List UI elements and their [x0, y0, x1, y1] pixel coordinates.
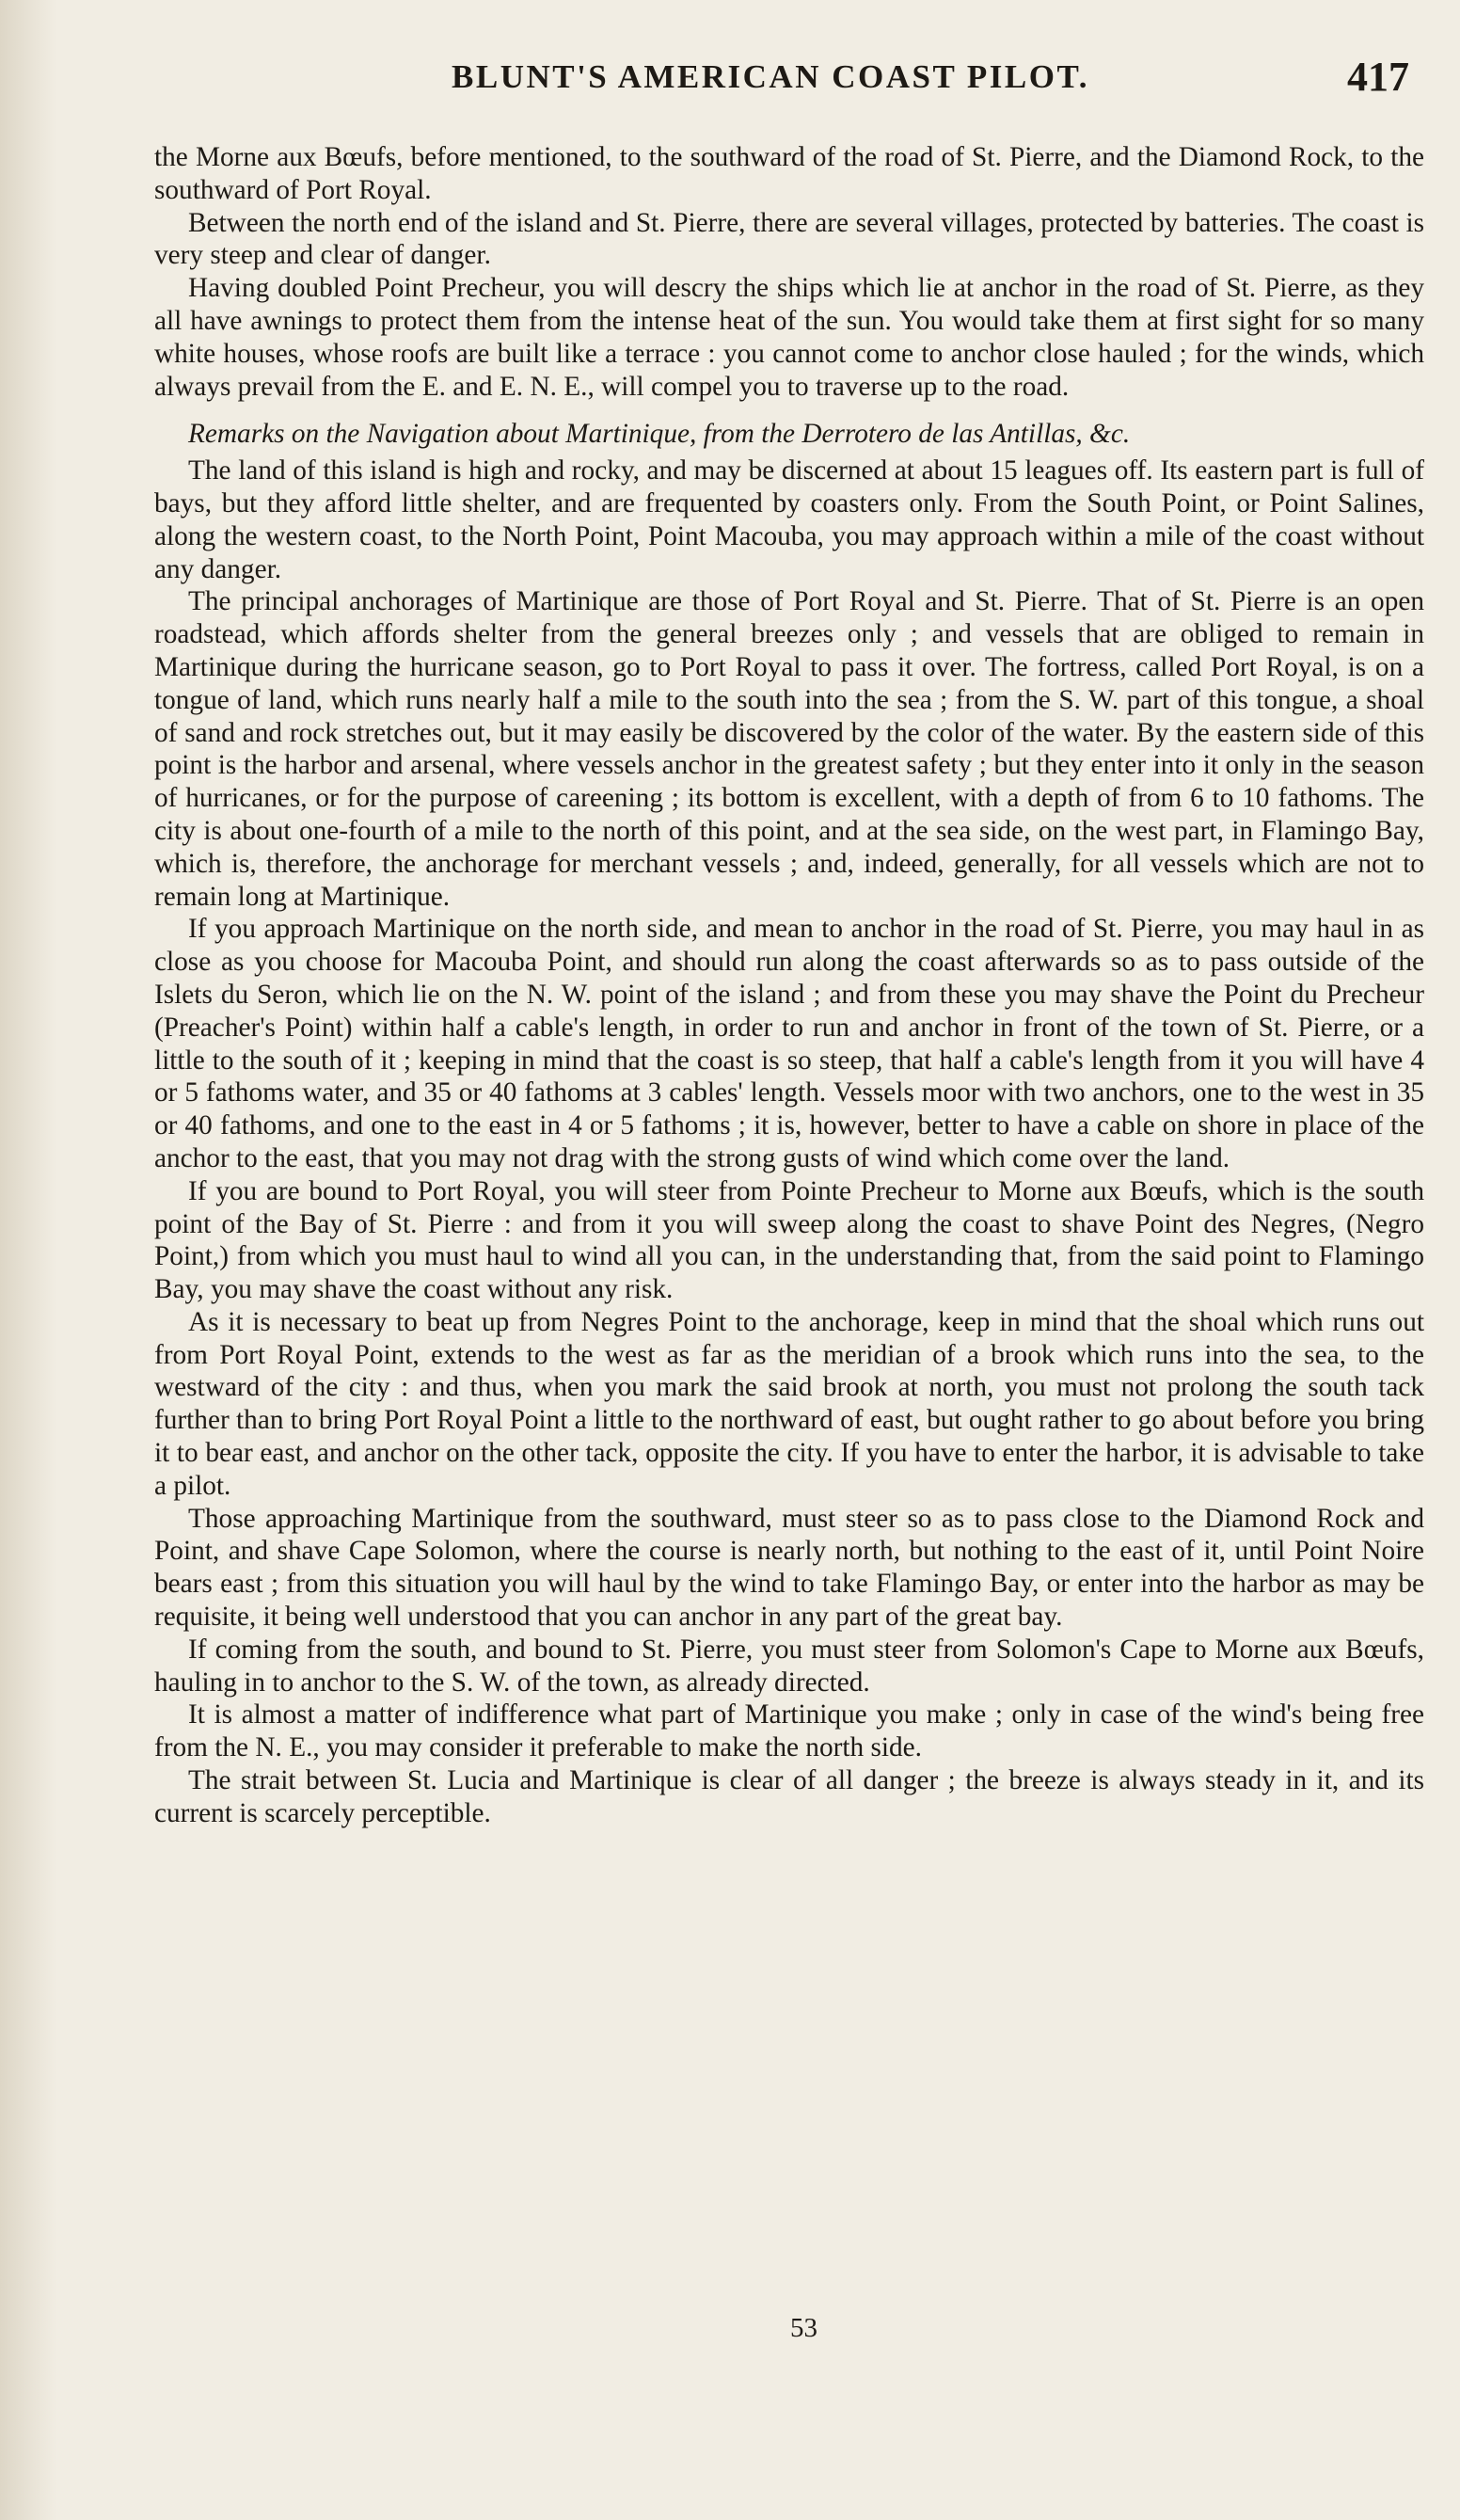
paragraph: Having doubled Point Precheur, you will descry the ships which lie at anchor in the road of St. Pierre, as they all have awnings to protect them from the intense heat of the sun. You would take them at first sight for so many white houses, whose roofs are built like a terrace : you cannot come to anchor close hauled ; for the winds, which always prevail from the E. and E. N. E., will compel you to traverse up to the road. — [154, 273, 1424, 402]
paragraph: the Morne aux Bœufs, before mentioned, to the southward of the road of St. Pierre, and the Diamond Rock, to the southward of Port Royal. — [154, 142, 1424, 205]
paragraph: If you are bound to Port Royal, you will steer from Pointe Precheur to Morne aux Bœufs, which is the south point of the Bay of St. Pierre : and from it you will sweep along the coast to shave Point des Negres, (Negro Point,) from which you must haul to wind all you can, in the understanding that, from the said point to Flamingo Bay, you may shave the coast without any risk. — [154, 1175, 1424, 1305]
paragraph: If coming from the south, and bound to St. Pierre, you must steer from Solomon's Cape to Morne aux Bœufs, hauling in to anchor to the S. W. of the town, as already directed. — [154, 1634, 1424, 1698]
page-header — [0, 54, 1460, 115]
page-body — [154, 141, 1424, 1830]
paragraph: If you approach Martinique on the north side, and mean to anchor in the road of St. Pierre, you may haul in as close as you choose for Macouba Point, and should run along the coast afterwards so as to pass outside of the Islets du Seron, which lie on the N. W. point of the island ; and from these you may shave the Point du Precheur (Preacher's Point) within half a cable's length, in order to run and anchor in front of the town of St. Pierre, or a little to the south of it ; keeping in mind that the coast is so steep, that half a cable's length from it you will have 4 or 5 fathoms water, and 35 or 40 fathoms at 3 cables' length. Vessels moor with two anchors, one to the west in 35 or 40 fathoms, and one to the east in 4 or 5 fathoms ; it is, however, better to have a cable on shore in place of the anchor to the east, that you may not drag with the strong gusts of wind which come over the land. — [154, 914, 1424, 1173]
section-heading: Remarks on the Navigation about Martinique, from the Derrotero de las Antillas, &c. — [188, 419, 1131, 450]
paragraph: As it is necessary to beat up from Negres Point to the anchorage, keep in mind that the shoal which runs out from Port Royal Point, extends to the west as far as the meridian of a brook which runs into the sea, to the westward of the city : and thus, when you mark the said brook at north, you must not prolong the south tack further than to bring Port Royal Point a little to the northward of east, but ought rather to go about before you bring it to bear east, and anchor on the other tack, opposite the city. If you have to enter the harbor, it is advisable to take a pilot. — [154, 1306, 1424, 1501]
paragraph: Those approaching Martinique from the southward, must steer so as to pass close to the Diamond Rock and Point, and shave Cape Solomon, where the course is nearly north, but nothing to the east of it, until Point Noire bears east ; from this situation you will haul by the wind to take Flamingo Bay, or enter into the harbor as may be requisite, it being well understood that you can anchor in any part of the great bay. — [154, 1503, 1424, 1633]
signature-mark: 53 — [790, 2313, 817, 2343]
paragraph: Between the north end of the island and St. Pierre, there are several villages, protected by batteries. The coast is very steep and clear of danger. — [154, 207, 1424, 271]
paragraph: The principal anchorages of Martinique are those of Port Royal and St. Pierre. That of St. Pierre is an open roadstead, which affords shelter from the general breezes only ; and vessels that are obliged to remain in Martinique during the hurricane season, go to Port Royal to pass it over. The fortress, called Port Royal, is on a tongue of land, which runs nearly half a mile to the south into the sea ; from the S. W. part of this tongue, a shoal of sand and rock stretches out, but it may easily be discovered by the color of the water. By the eastern side of this point is the harbor and arsenal, where vessels anchor in the greatest safety ; but they enter into it only in the season of hurricanes, or for the purpose of careening ; its bottom is excellent, with a depth of from 6 to 10 fathoms. The city is about one-fourth of a mile to the north of this point, and at the sea side, on the west part, in Flamingo Bay, which is, therefore, the anchorage for merchant vessels ; and, indeed, generally, for all vessels which are not to remain long at Martinique. — [154, 586, 1424, 912]
running-head: BLUNT'S AMERICAN COAST PILOT. — [452, 58, 1089, 95]
page-number: 417 — [1347, 54, 1409, 100]
paragraph: It is almost a matter of indifference what part of Martinique you make ; only in case of the wind's being free from the N. E., you may consider it preferable to make the north side. — [154, 1699, 1424, 1763]
paragraph: The strait between St. Lucia and Martinique is clear of all danger ; the breeze is always steady in it, and its current is scarcely perceptible. — [154, 1765, 1424, 1828]
paragraph: The land of this island is high and rocky, and may be discerned at about 15 leagues off. Its eastern part is full of bays, but they afford little shelter, and are frequented by coasters only. From the South Point, or Point Salines, along the western coast, to the North Point, Point Macouba, you may approach within a mile of the coast without any danger. — [154, 455, 1424, 584]
